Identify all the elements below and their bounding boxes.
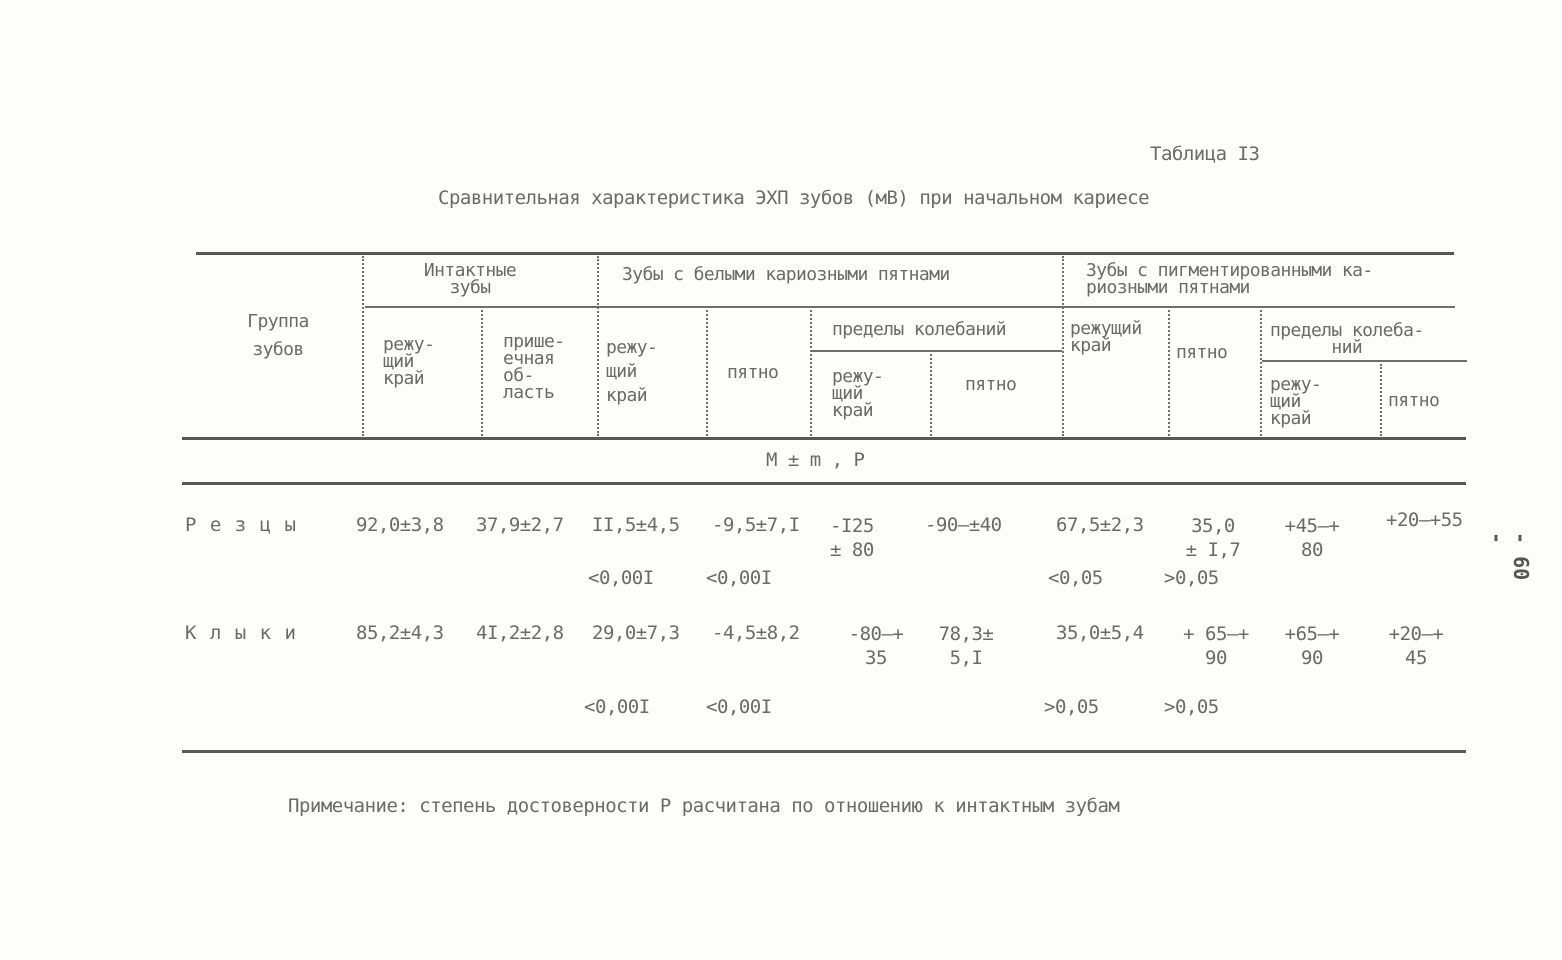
header-limits: пределы колебаний — [832, 319, 1007, 340]
header-limits-cut-edge: режу- щий край — [832, 366, 884, 421]
p-value: <0,00I — [588, 567, 654, 589]
col-sep — [1168, 310, 1170, 436]
col-sep — [1260, 310, 1262, 436]
cell: 35,0±5,4 — [1056, 622, 1144, 644]
p-value: >0,05 — [1044, 696, 1099, 718]
cell: +65–+ 90 — [1284, 623, 1340, 669]
col-sep — [1062, 256, 1064, 436]
cell: 35,0 ± I,7 — [1185, 515, 1241, 561]
row-name-canines: К л ы к и — [185, 622, 297, 644]
header-white-spot: пятно — [727, 362, 779, 383]
p-value: >0,05 — [1164, 696, 1219, 718]
table-note: Примечание: степень достоверности Р расчитана по отношению к интактным зубам — [288, 795, 1120, 817]
col-sep — [706, 310, 708, 436]
header-white-spots: Зубы с белыми кариозными пятнами — [622, 264, 950, 285]
cell: 92,0±3,8 — [356, 514, 444, 536]
cell: -9,5±7,I — [712, 514, 800, 536]
cell: -90–±40 — [925, 514, 1002, 536]
header-pig-spot: пятно — [1176, 342, 1228, 363]
header-pig-limits-cut-edge: режу- щий край — [1270, 374, 1322, 429]
stat-label: М ± m , Р — [766, 449, 865, 471]
cell: 85,2±4,3 — [356, 622, 444, 644]
table-bottom-rule — [182, 750, 1466, 753]
p-value: <0,00I — [706, 567, 772, 589]
cell: 37,9±2,7 — [476, 514, 564, 536]
col-sep — [597, 256, 599, 436]
header-pig-limits-spot: пятно — [1388, 390, 1440, 411]
col-sep — [362, 256, 364, 436]
header-limits-spot: пятно — [965, 374, 1017, 395]
header-bottom-rule — [182, 437, 1466, 440]
cell: -4,5±8,2 — [712, 622, 800, 644]
cell: +20–+55 — [1386, 509, 1463, 531]
table-title: Сравнительная характеристика ЭХП зубов (мВ) при начальном кариесе — [438, 187, 1150, 209]
page-number: - 60 - — [1485, 532, 1533, 581]
p-value: <0,00I — [584, 696, 650, 718]
p-value: >0,05 — [1164, 567, 1219, 589]
cell: II,5±4,5 — [592, 514, 680, 536]
cell: -80–+ 35 — [848, 623, 904, 669]
col-sep — [930, 354, 932, 436]
cell: + 65–+ 90 — [1183, 623, 1249, 669]
header-white-cut-edge: режу- щий край — [606, 337, 658, 406]
col-sep — [481, 310, 483, 436]
cell: +45–+ 80 — [1284, 515, 1340, 561]
header-pig-cut-edge: режущий край — [1070, 318, 1142, 356]
cell: -I25 ± 80 — [830, 515, 874, 561]
header-cut-edge: режу- щий край — [383, 334, 435, 389]
table-top-rule — [196, 252, 1454, 255]
header-rule-1 — [365, 306, 1455, 308]
cell: 4I,2±2,8 — [476, 622, 564, 644]
p-value: <0,00I — [706, 696, 772, 718]
col-sep — [810, 310, 812, 436]
table-label: Таблица I3 — [1150, 143, 1260, 165]
cell: 29,0±7,3 — [592, 622, 680, 644]
stat-bottom-rule — [182, 482, 1466, 485]
header-pig-limits: пределы колеба- ний — [1270, 320, 1424, 358]
cell: 67,5±2,3 — [1056, 514, 1144, 536]
header-pigmented-spots: Зубы с пигментированными ка- риозными пятнами — [1086, 260, 1373, 298]
header-rule-limits-pig — [1262, 360, 1467, 362]
header-intact: Интактные зубы — [423, 260, 517, 298]
cell: +20–+ 45 — [1388, 623, 1444, 669]
cell: 78,3± 5,I — [938, 623, 994, 669]
header-rule-limits-white — [810, 350, 1062, 352]
row-name-incisors: Р е з ц ы — [185, 514, 297, 536]
header-group: Группа зубов — [247, 311, 309, 360]
header-cervical: прише- ечная об- ласть — [503, 331, 565, 403]
p-value: <0,05 — [1048, 567, 1103, 589]
col-sep — [1380, 364, 1382, 436]
